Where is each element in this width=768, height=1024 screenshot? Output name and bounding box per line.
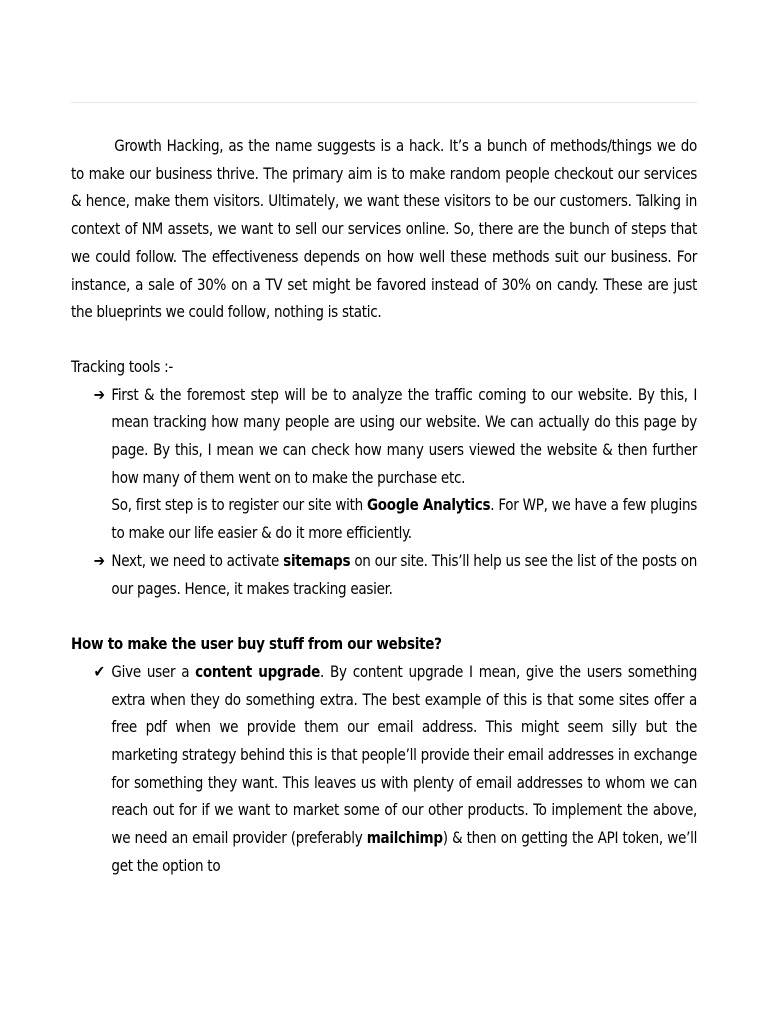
list-item <box>93 658 698 880</box>
tracking-item-text-part: . For WP, we have a few plugins to make our life easier & do it more efficiently. <box>111 495 698 543</box>
buy-stuff-heading: How to make the user buy stuff from our website? <box>71 634 442 654</box>
document-body <box>71 132 697 880</box>
list-item <box>93 381 698 547</box>
content-upgrade-term: content upgrade <box>195 661 321 681</box>
checkmark-bullet-icon: ✔ <box>93 661 105 681</box>
arrow-bullet-icon: ➔ <box>93 550 105 570</box>
list-item <box>93 547 698 602</box>
sitemaps-term: sitemaps <box>283 550 351 570</box>
intro-paragraph: Growth Hacking, as the name suggests is a hack. It’s a bunch of methods/things we do to make our business thrive. The primary aim is to make random people checkout our services & hence, make them visitors. Ultimately, we want these visitors to be our customers. Talking in context of NM assets, we want to sell our services online. So, there are the bunch of steps that we could follow. The effectiveness depends on how well these methods suit our business. For instance, a sale of 30% on a TV set might be favored instead of 30% on candy. These are just the blueprints we could follow, nothing is static. <box>71 136 698 322</box>
buy-item-text-part: . By content upgrade I mean, give the users something extra when they do something extra. The best example of this is that some sites offer a free pdf when we provide them our email address. This might seem silly but the marketing strategy behind this is that people’ll provide their email addresses in exchange for something they want. This leaves us with plenty of email addresses to whom we can reach out for if we want to market some of our other products. To implement the above, we need an email provider (preferably <box>111 661 698 848</box>
header-divider <box>71 102 697 103</box>
tracking-tools-list <box>71 381 697 603</box>
arrow-bullet-icon: ➔ <box>93 384 105 404</box>
tracking-item-text-part: Next, we need to activate <box>111 550 284 570</box>
tracking-item-text: First & the foremost step will be to analyze the traffic coming to our website. By this, I mean tracking how many people are using our website. We can actually do this page by page. By this, I mean we can check how many users viewed the website & then further how many of them went on to make the purchase etc. <box>111 384 698 487</box>
buy-stuff-list <box>71 658 697 880</box>
buy-item-text-part: ) & then on getting the API token, we’ll get the option to <box>111 828 698 875</box>
buy-item-text-part: Give user a <box>111 661 196 681</box>
tracking-item-text-part: on our site. This’ll help us see the list of the posts on our pages. Hence, it makes tracking easier. <box>111 550 698 598</box>
mailchimp-term: mailchimp <box>366 828 443 848</box>
tracking-item-text-part: So, first step is to register our site with <box>111 495 367 515</box>
tracking-tools-heading: Tracking tools :- <box>71 356 174 376</box>
google-analytics-term: Google Analytics <box>366 495 491 515</box>
